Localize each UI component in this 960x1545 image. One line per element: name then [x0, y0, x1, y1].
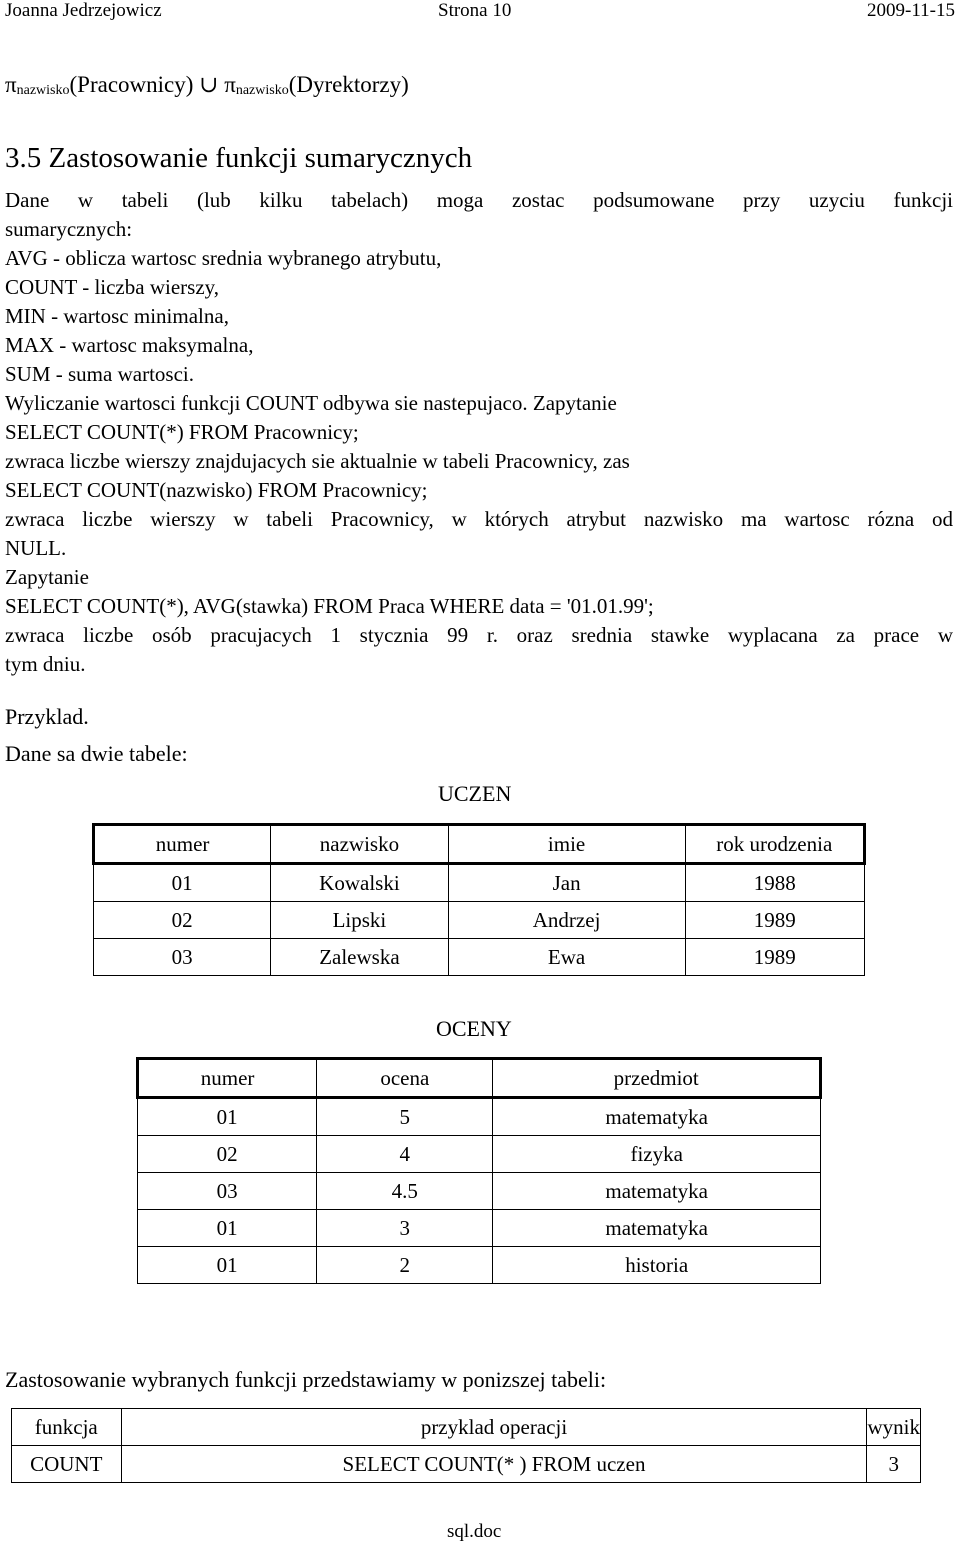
paragraph-line: tym dniu. — [5, 652, 86, 676]
table-header-row — [138, 1059, 821, 1098]
sql-query: SELECT COUNT(*), AVG(stawka) FROM Praca WHERE data = '01.01.99'; — [5, 594, 654, 618]
table-cell: Ewa — [448, 939, 685, 976]
uczen-table — [92, 823, 866, 976]
table-cell: 02 — [94, 902, 271, 939]
body-text — [5, 186, 953, 679]
table-cell: fizyka — [493, 1136, 821, 1173]
table-cell: 01 — [94, 864, 271, 902]
table-header-cell: przedmiot — [493, 1059, 821, 1098]
header-date: 2009-11-15 — [867, 0, 955, 21]
paragraph-line: Wyliczanie wartosci funkcji COUNT odbywa sie nastepujaco. Zapytanie — [5, 391, 617, 415]
pi-symbol: π — [224, 72, 236, 97]
table-row — [138, 1210, 821, 1247]
table-row — [138, 1098, 821, 1136]
function-description: COUNT - liczba wierszy, — [5, 275, 220, 299]
paragraph-line: zwraca liczbe osób pracujacych 1 stycznia 99 r. oraz srednia stawke wyplacana za prace w — [5, 623, 953, 647]
table-header-cell: nazwisko — [271, 825, 448, 864]
example-label: Przyklad. — [5, 704, 89, 729]
formula-subscript: nazwisko — [235, 83, 289, 98]
table-cell: Lipski — [271, 902, 448, 939]
function-description: AVG - oblicza wartosc srednia wybranego atrybutu, — [5, 246, 442, 270]
formula-argument: (Pracownicy) — [69, 72, 194, 97]
paragraph-line: sumarycznych: — [5, 217, 133, 241]
table-cell: 5 — [317, 1098, 493, 1136]
oceny-table — [136, 1057, 822, 1284]
table-cell: 1988 — [685, 864, 864, 902]
table-row — [138, 1136, 821, 1173]
sql-query: SELECT COUNT(*) FROM Pracownicy; — [5, 420, 359, 444]
function-description: SUM - suma wartosci. — [5, 362, 194, 386]
table-header-cell: numer — [138, 1059, 317, 1098]
table-cell: 1989 — [685, 902, 864, 939]
paragraph-line: zwraca liczbe wierszy znajdujacych sie aktualnie w tabeli Pracownicy, zas — [5, 449, 630, 473]
formula-subscript: nazwisko — [16, 83, 70, 98]
table-cell: 3 — [867, 1446, 921, 1483]
table-cell: 01 — [138, 1247, 317, 1284]
header-author: Joanna Jedrzejowicz — [5, 0, 162, 21]
table-cell: SELECT COUNT(* ) FROM uczen — [121, 1446, 867, 1483]
table-cell: 01 — [138, 1098, 317, 1136]
table-cell: 4.5 — [317, 1173, 493, 1210]
function-description: MAX - wartosc maksymalna, — [5, 333, 254, 357]
table-row — [94, 864, 865, 902]
table-cell: 4 — [317, 1136, 493, 1173]
table-cell: Jan — [448, 864, 685, 902]
table-cell: 01 — [138, 1210, 317, 1247]
table-row — [94, 939, 865, 976]
table-cell: matematyka — [493, 1210, 821, 1247]
formula-argument: (Dyrektorzy) — [288, 72, 409, 97]
table-header-cell: rok urodzenia — [685, 825, 864, 864]
table-header-cell: ocena — [317, 1059, 493, 1098]
table-header-row — [12, 1409, 921, 1446]
table-caption-oceny: OCENY — [436, 1016, 512, 1041]
table-cell: 2 — [317, 1247, 493, 1284]
tables-intro: Dane sa dwie tabele: — [5, 741, 188, 766]
table-caption-uczen: UCZEN — [438, 781, 512, 806]
function-description: MIN - wartosc minimalna, — [5, 304, 229, 328]
table-cell: COUNT — [12, 1446, 122, 1483]
table-cell: 03 — [94, 939, 271, 976]
table-cell: Kowalski — [271, 864, 448, 902]
table-cell: 02 — [138, 1136, 317, 1173]
table-header-cell: przyklad operacji — [121, 1409, 867, 1446]
table-header-cell: numer — [94, 825, 271, 864]
header-page-number: Strona 10 — [438, 0, 512, 21]
table-cell: historia — [493, 1247, 821, 1284]
table-cell: 1989 — [685, 939, 864, 976]
table-cell: matematyka — [493, 1173, 821, 1210]
table-header-cell: wynik — [867, 1409, 921, 1446]
paragraph-line: NULL. — [5, 536, 67, 560]
table-header-row — [94, 825, 865, 864]
section-title: 3.5 Zastosowanie funkcji sumarycznych — [5, 142, 473, 174]
functions-table — [11, 1408, 921, 1483]
pi-symbol: π — [5, 72, 17, 97]
table-row — [12, 1446, 921, 1483]
table-cell: matematyka — [493, 1098, 821, 1136]
functions-intro: Zastosowanie wybranych funkcji przedstawiamy w ponizszej tabeli: — [5, 1367, 607, 1392]
table-header-cell: funkcja — [12, 1409, 122, 1446]
table-cell: 3 — [317, 1210, 493, 1247]
table-row — [138, 1173, 821, 1210]
table-cell: 03 — [138, 1173, 317, 1210]
table-row — [138, 1247, 821, 1284]
paragraph-line: Dane w tabeli (lub kilku tabelach) moga zostac podsumowane przy uzyciu funkcji — [5, 188, 953, 212]
footer-filename: sql.doc — [447, 1521, 502, 1542]
sql-query: SELECT COUNT(nazwisko) FROM Pracownicy; — [5, 478, 428, 502]
table-cell: Andrzej — [448, 902, 685, 939]
paragraph-line: zwraca liczbe wierszy w tabeli Pracownicy, w których atrybut nazwisko ma wartosc rózna od — [5, 507, 953, 531]
table-row — [94, 902, 865, 939]
union-symbol: ∪ — [199, 72, 219, 97]
table-header-cell: imie — [448, 825, 685, 864]
projection-formula — [5, 72, 409, 99]
paragraph-line: Zapytanie — [5, 565, 89, 589]
table-cell: Zalewska — [271, 939, 448, 976]
